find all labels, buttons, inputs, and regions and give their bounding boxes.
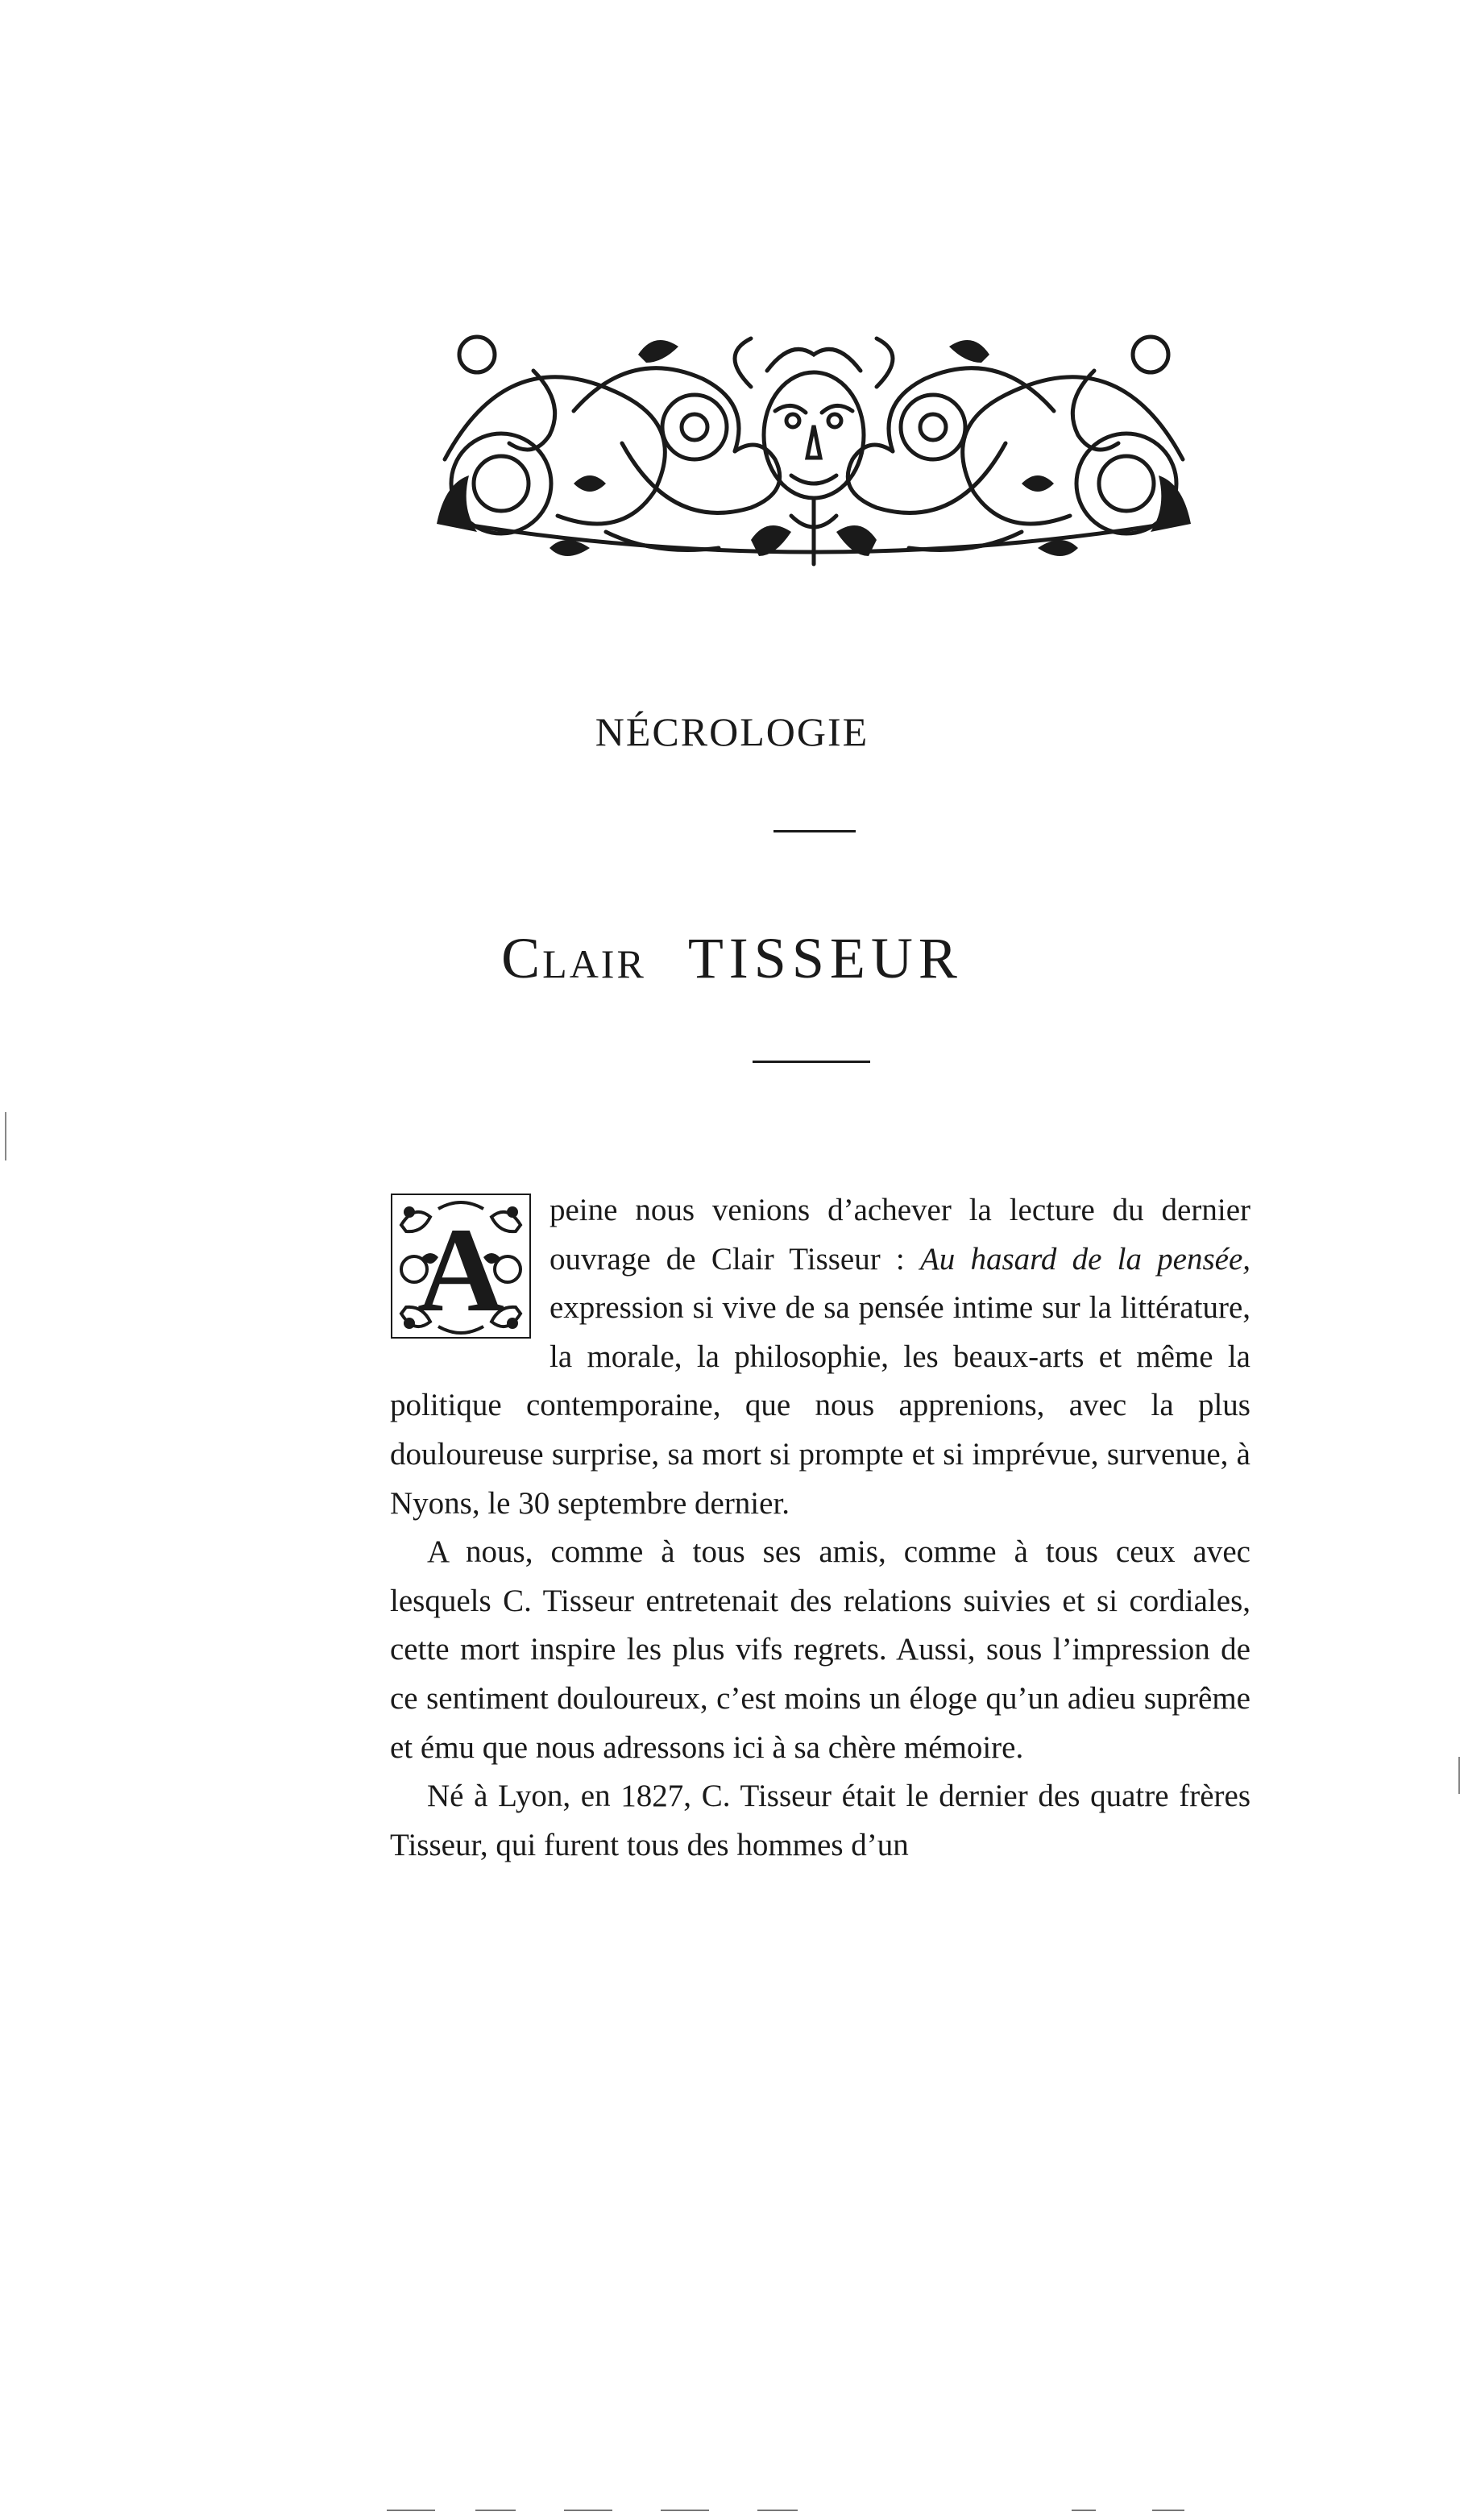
footer-rule-marks [379,2508,1265,2513]
right-margin-mark [1458,1757,1460,1794]
article-body [390,1186,1250,1870]
paragraph-3: Né à Lyon, en 1827, C. Tisseur était le dernier des quatre frères Tisseur, qui furent tous des hommes d’un [390,1779,1250,1862]
name-last: TISSEUR [687,926,963,990]
paragraph-1-rest: expression si vive de sa pensée intime sur la littérature, la morale, la philosophie, les beaux-arts et même la politique contemporaine, que nous apprenions, avec la plus douloureuse surprise, sa mort si prompte et si imprévue, survenue, à Nyons, le 30 septembre dernier. [390,1290,1250,1521]
name-divider [753,1061,870,1063]
paragraph-2: A nous, comme à tous ses amis, comme à tous ceux avec lesquels C. Tisseur entretenait des relations suivies et si cordiales, cette mort inspire les plus vifs regrets. Aussi, sous l’impression de ce sentiment douloureux, c’est moins un éloge qu’un adieu suprême et ému que nous adressons ici à sa chère mémoire. [390,1534,1250,1765]
ornamental-dropcap [390,1193,532,1339]
headpiece-ornament [413,322,1215,577]
paragraph-1-text: peine nous venions d’achever la lecture du dernier ouvrage de Clair Tisseur : [550,1193,1250,1277]
title-divider [773,830,856,832]
dropcap-letter: A [417,1203,505,1337]
section-title: NÉCROLOGIE [595,709,869,754]
left-margin-mark [5,1112,6,1160]
name-first: Clair [501,926,646,990]
book-title: Au hasard de la pensée, [919,1241,1251,1277]
obituary-name [0,922,1464,994]
